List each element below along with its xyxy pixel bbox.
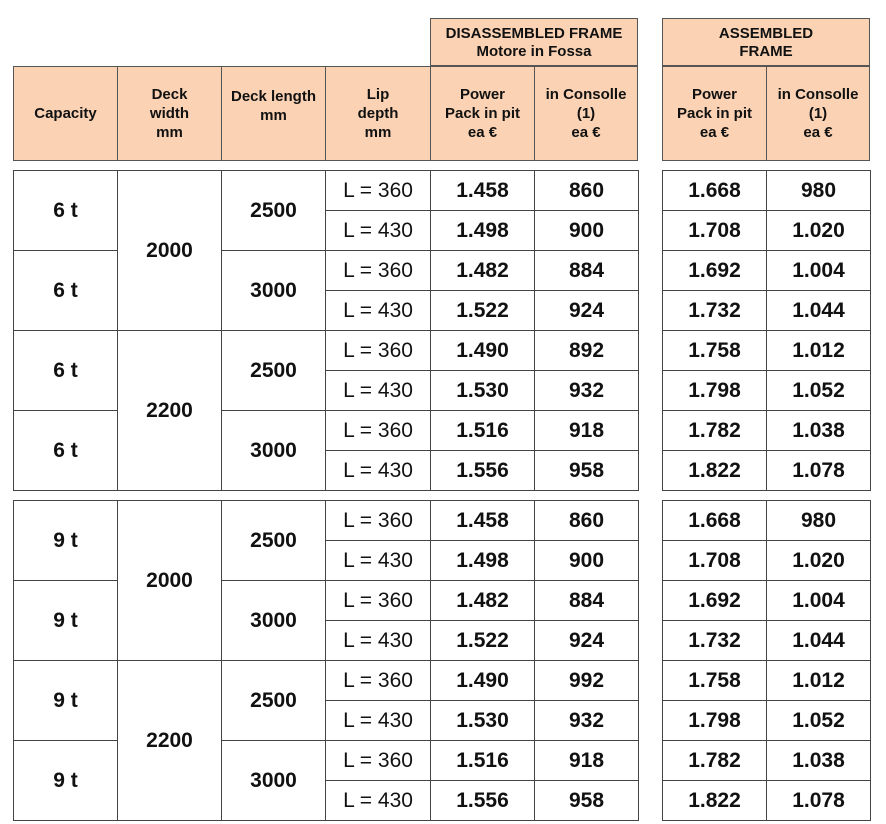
deck-length-header-line1: Deck length xyxy=(230,87,317,105)
as-power-pack-cell: 1.732 xyxy=(663,621,767,661)
dis-power-pack-header-line2: Pack in pit xyxy=(444,105,521,122)
dis-power-pack-cell: 1.490 xyxy=(431,661,535,701)
as-power-pack-cell: 1.798 xyxy=(663,371,767,411)
deck-length-header-line2: mm xyxy=(260,106,287,124)
as-consolle-cell: 1.020 xyxy=(767,211,871,251)
section-6t-assembled-table xyxy=(662,170,871,491)
dis-consolle-header xyxy=(534,66,638,161)
as-consolle-cell: 1.044 xyxy=(767,621,871,661)
dis-consolle-cell: 958 xyxy=(535,781,639,821)
dis-power-pack-cell: 1.522 xyxy=(431,291,535,331)
as-consolle-cell: 1.078 xyxy=(767,781,871,821)
table-row xyxy=(663,541,871,581)
dis-consolle-cell: 918 xyxy=(535,411,639,451)
deck-width-header-line1: Deck xyxy=(151,86,188,103)
dis-power-pack-cell: 1.530 xyxy=(431,371,535,411)
as-power-pack-header-line3: ea € xyxy=(699,124,730,141)
table-row xyxy=(663,501,871,541)
as-power-pack-cell: 1.692 xyxy=(663,581,767,621)
lip-depth-cell: L = 430 xyxy=(326,781,431,821)
deck-length-cell: 2500 xyxy=(222,331,326,411)
capacity-header-label: Capacity xyxy=(34,105,97,122)
lip-depth-cell: L = 430 xyxy=(326,621,431,661)
deck-length-cell: 3000 xyxy=(222,411,326,491)
as-consolle-cell: 980 xyxy=(767,171,871,211)
table-row xyxy=(14,661,639,701)
lip-depth-cell: L = 430 xyxy=(326,701,431,741)
dis-power-pack-cell: 1.556 xyxy=(431,781,535,821)
deck-length-cell: 2500 xyxy=(222,171,326,251)
deck-width-cell: 2200 xyxy=(118,331,222,491)
deck-length-cell: 2500 xyxy=(222,661,326,741)
table-row xyxy=(663,411,871,451)
as-consolle-cell: 1.004 xyxy=(767,251,871,291)
as-power-pack-header-line1: Power xyxy=(691,86,737,103)
deck-width-header-line3: mm xyxy=(156,124,183,141)
table-row xyxy=(663,371,871,411)
dis-consolle-cell: 958 xyxy=(535,451,639,491)
table-row xyxy=(663,251,871,291)
as-consolle-header-line1: in Consolle xyxy=(777,86,859,103)
dis-consolle-cell: 932 xyxy=(535,701,639,741)
lip-depth-cell: L = 360 xyxy=(326,331,431,371)
table-row xyxy=(14,251,639,291)
dis-power-pack-cell: 1.482 xyxy=(431,581,535,621)
lip-depth-header xyxy=(325,66,431,161)
table-row xyxy=(14,411,639,451)
deck-length-cell: 3000 xyxy=(222,581,326,661)
table-row xyxy=(14,741,639,781)
table-row xyxy=(14,501,639,541)
section-6t-spec-table xyxy=(13,170,639,491)
table-row xyxy=(663,331,871,371)
as-consolle-header-line3: ea € xyxy=(803,124,833,141)
dis-consolle-cell: 924 xyxy=(535,621,639,661)
deck-length-cell: 3000 xyxy=(222,741,326,821)
dis-consolle-header-line1: in Consolle xyxy=(545,86,627,103)
assembled-frame-title-line2: FRAME xyxy=(739,42,793,60)
table-row xyxy=(663,661,871,701)
dis-consolle-cell: 918 xyxy=(535,741,639,781)
dis-consolle-cell: 900 xyxy=(535,211,639,251)
table-row xyxy=(663,621,871,661)
as-power-pack-cell: 1.798 xyxy=(663,701,767,741)
lip-depth-cell: L = 360 xyxy=(326,741,431,781)
as-power-pack-cell: 1.732 xyxy=(663,291,767,331)
section-9t-assembled-table xyxy=(662,500,871,821)
dis-power-pack-cell: 1.498 xyxy=(431,211,535,251)
dis-power-pack-cell: 1.490 xyxy=(431,331,535,371)
dis-power-pack-header-line1: Power xyxy=(459,86,505,103)
deck-width-header-line2: width xyxy=(149,105,190,122)
capacity-header xyxy=(13,66,118,161)
as-power-pack-cell: 1.668 xyxy=(663,501,767,541)
as-consolle-cell: 1.078 xyxy=(767,451,871,491)
table-row xyxy=(14,331,639,371)
dis-consolle-cell: 892 xyxy=(535,331,639,371)
dis-power-pack-cell: 1.498 xyxy=(431,541,535,581)
as-consolle-cell: 1.052 xyxy=(767,371,871,411)
lip-depth-cell: L = 430 xyxy=(326,371,431,411)
as-consolle-header-line2: (1) xyxy=(808,105,828,122)
dis-consolle-cell: 884 xyxy=(535,581,639,621)
dis-consolle-cell: 992 xyxy=(535,661,639,701)
capacity-cell: 6 t xyxy=(14,331,118,411)
dis-power-pack-header xyxy=(430,66,535,161)
lip-depth-cell: L = 430 xyxy=(326,291,431,331)
table-row xyxy=(663,581,871,621)
as-power-pack-cell: 1.708 xyxy=(663,211,767,251)
as-consolle-cell: 1.012 xyxy=(767,331,871,371)
as-power-pack-header xyxy=(662,66,767,161)
as-power-pack-cell: 1.782 xyxy=(663,741,767,781)
as-consolle-header xyxy=(766,66,870,161)
table-row xyxy=(663,211,871,251)
dis-consolle-cell: 884 xyxy=(535,251,639,291)
as-consolle-cell: 1.052 xyxy=(767,701,871,741)
dis-power-pack-cell: 1.530 xyxy=(431,701,535,741)
capacity-cell: 9 t xyxy=(14,501,118,581)
lip-depth-cell: L = 360 xyxy=(326,661,431,701)
dis-consolle-cell: 900 xyxy=(535,541,639,581)
dis-power-pack-header-line3: ea € xyxy=(467,124,498,141)
table-row xyxy=(663,701,871,741)
capacity-cell: 9 t xyxy=(14,741,118,821)
disassembled-frame-header xyxy=(430,18,638,66)
as-power-pack-cell: 1.668 xyxy=(663,171,767,211)
section-9t-spec-table xyxy=(13,500,639,821)
lip-depth-cell: L = 360 xyxy=(326,411,431,451)
lip-depth-cell: L = 360 xyxy=(326,251,431,291)
lip-depth-header-line3: mm xyxy=(364,124,392,141)
as-consolle-cell: 980 xyxy=(767,501,871,541)
dis-consolle-cell: 860 xyxy=(535,501,639,541)
as-consolle-cell: 1.038 xyxy=(767,741,871,781)
as-consolle-cell: 1.012 xyxy=(767,661,871,701)
as-power-pack-cell: 1.758 xyxy=(663,331,767,371)
disassembled-frame-subtitle: Motore in Fossa xyxy=(476,42,592,60)
dis-consolle-header-line3: ea € xyxy=(571,124,601,141)
lip-depth-cell: L = 360 xyxy=(326,501,431,541)
dis-power-pack-cell: 1.516 xyxy=(431,411,535,451)
capacity-cell: 6 t xyxy=(14,171,118,251)
lip-depth-cell: L = 430 xyxy=(326,451,431,491)
table-row xyxy=(663,171,871,211)
table-row xyxy=(663,741,871,781)
deck-width-header xyxy=(117,66,222,161)
disassembled-frame-title: DISASSEMBLED FRAME xyxy=(445,24,623,42)
assembled-frame-header xyxy=(662,18,870,66)
lip-depth-cell: L = 430 xyxy=(326,541,431,581)
as-consolle-cell: 1.038 xyxy=(767,411,871,451)
lip-depth-header-line1: Lip xyxy=(366,86,390,103)
as-consolle-cell: 1.004 xyxy=(767,581,871,621)
capacity-cell: 6 t xyxy=(14,251,118,331)
dis-consolle-cell: 860 xyxy=(535,171,639,211)
deck-length-header xyxy=(221,66,326,161)
deck-width-cell: 2000 xyxy=(118,171,222,331)
dis-consolle-cell: 932 xyxy=(535,371,639,411)
dis-power-pack-cell: 1.516 xyxy=(431,741,535,781)
as-consolle-cell: 1.020 xyxy=(767,541,871,581)
table-row xyxy=(663,451,871,491)
as-consolle-cell: 1.044 xyxy=(767,291,871,331)
as-power-pack-header-line2: Pack in pit xyxy=(676,105,753,122)
capacity-cell: 6 t xyxy=(14,411,118,491)
table-row xyxy=(14,171,639,211)
deck-width-cell: 2000 xyxy=(118,501,222,661)
lip-depth-cell: L = 430 xyxy=(326,211,431,251)
dis-power-pack-cell: 1.556 xyxy=(431,451,535,491)
table-row xyxy=(663,781,871,821)
lip-depth-cell: L = 360 xyxy=(326,581,431,621)
dis-consolle-header-line2: (1) xyxy=(576,105,596,122)
dis-consolle-cell: 924 xyxy=(535,291,639,331)
lip-depth-cell: L = 360 xyxy=(326,171,431,211)
lip-depth-header-line2: depth xyxy=(357,105,399,122)
deck-length-cell: 2500 xyxy=(222,501,326,581)
capacity-cell: 9 t xyxy=(14,581,118,661)
table-row xyxy=(14,581,639,621)
dis-power-pack-cell: 1.482 xyxy=(431,251,535,291)
table-row xyxy=(663,291,871,331)
as-power-pack-cell: 1.782 xyxy=(663,411,767,451)
dis-power-pack-cell: 1.458 xyxy=(431,171,535,211)
dis-power-pack-cell: 1.522 xyxy=(431,621,535,661)
deck-width-cell: 2200 xyxy=(118,661,222,821)
as-power-pack-cell: 1.822 xyxy=(663,781,767,821)
as-power-pack-cell: 1.822 xyxy=(663,451,767,491)
assembled-frame-title-line1: ASSEMBLED xyxy=(718,24,814,42)
as-power-pack-cell: 1.692 xyxy=(663,251,767,291)
dis-power-pack-cell: 1.458 xyxy=(431,501,535,541)
as-power-pack-cell: 1.758 xyxy=(663,661,767,701)
capacity-cell: 9 t xyxy=(14,661,118,741)
as-power-pack-cell: 1.708 xyxy=(663,541,767,581)
deck-length-cell: 3000 xyxy=(222,251,326,331)
